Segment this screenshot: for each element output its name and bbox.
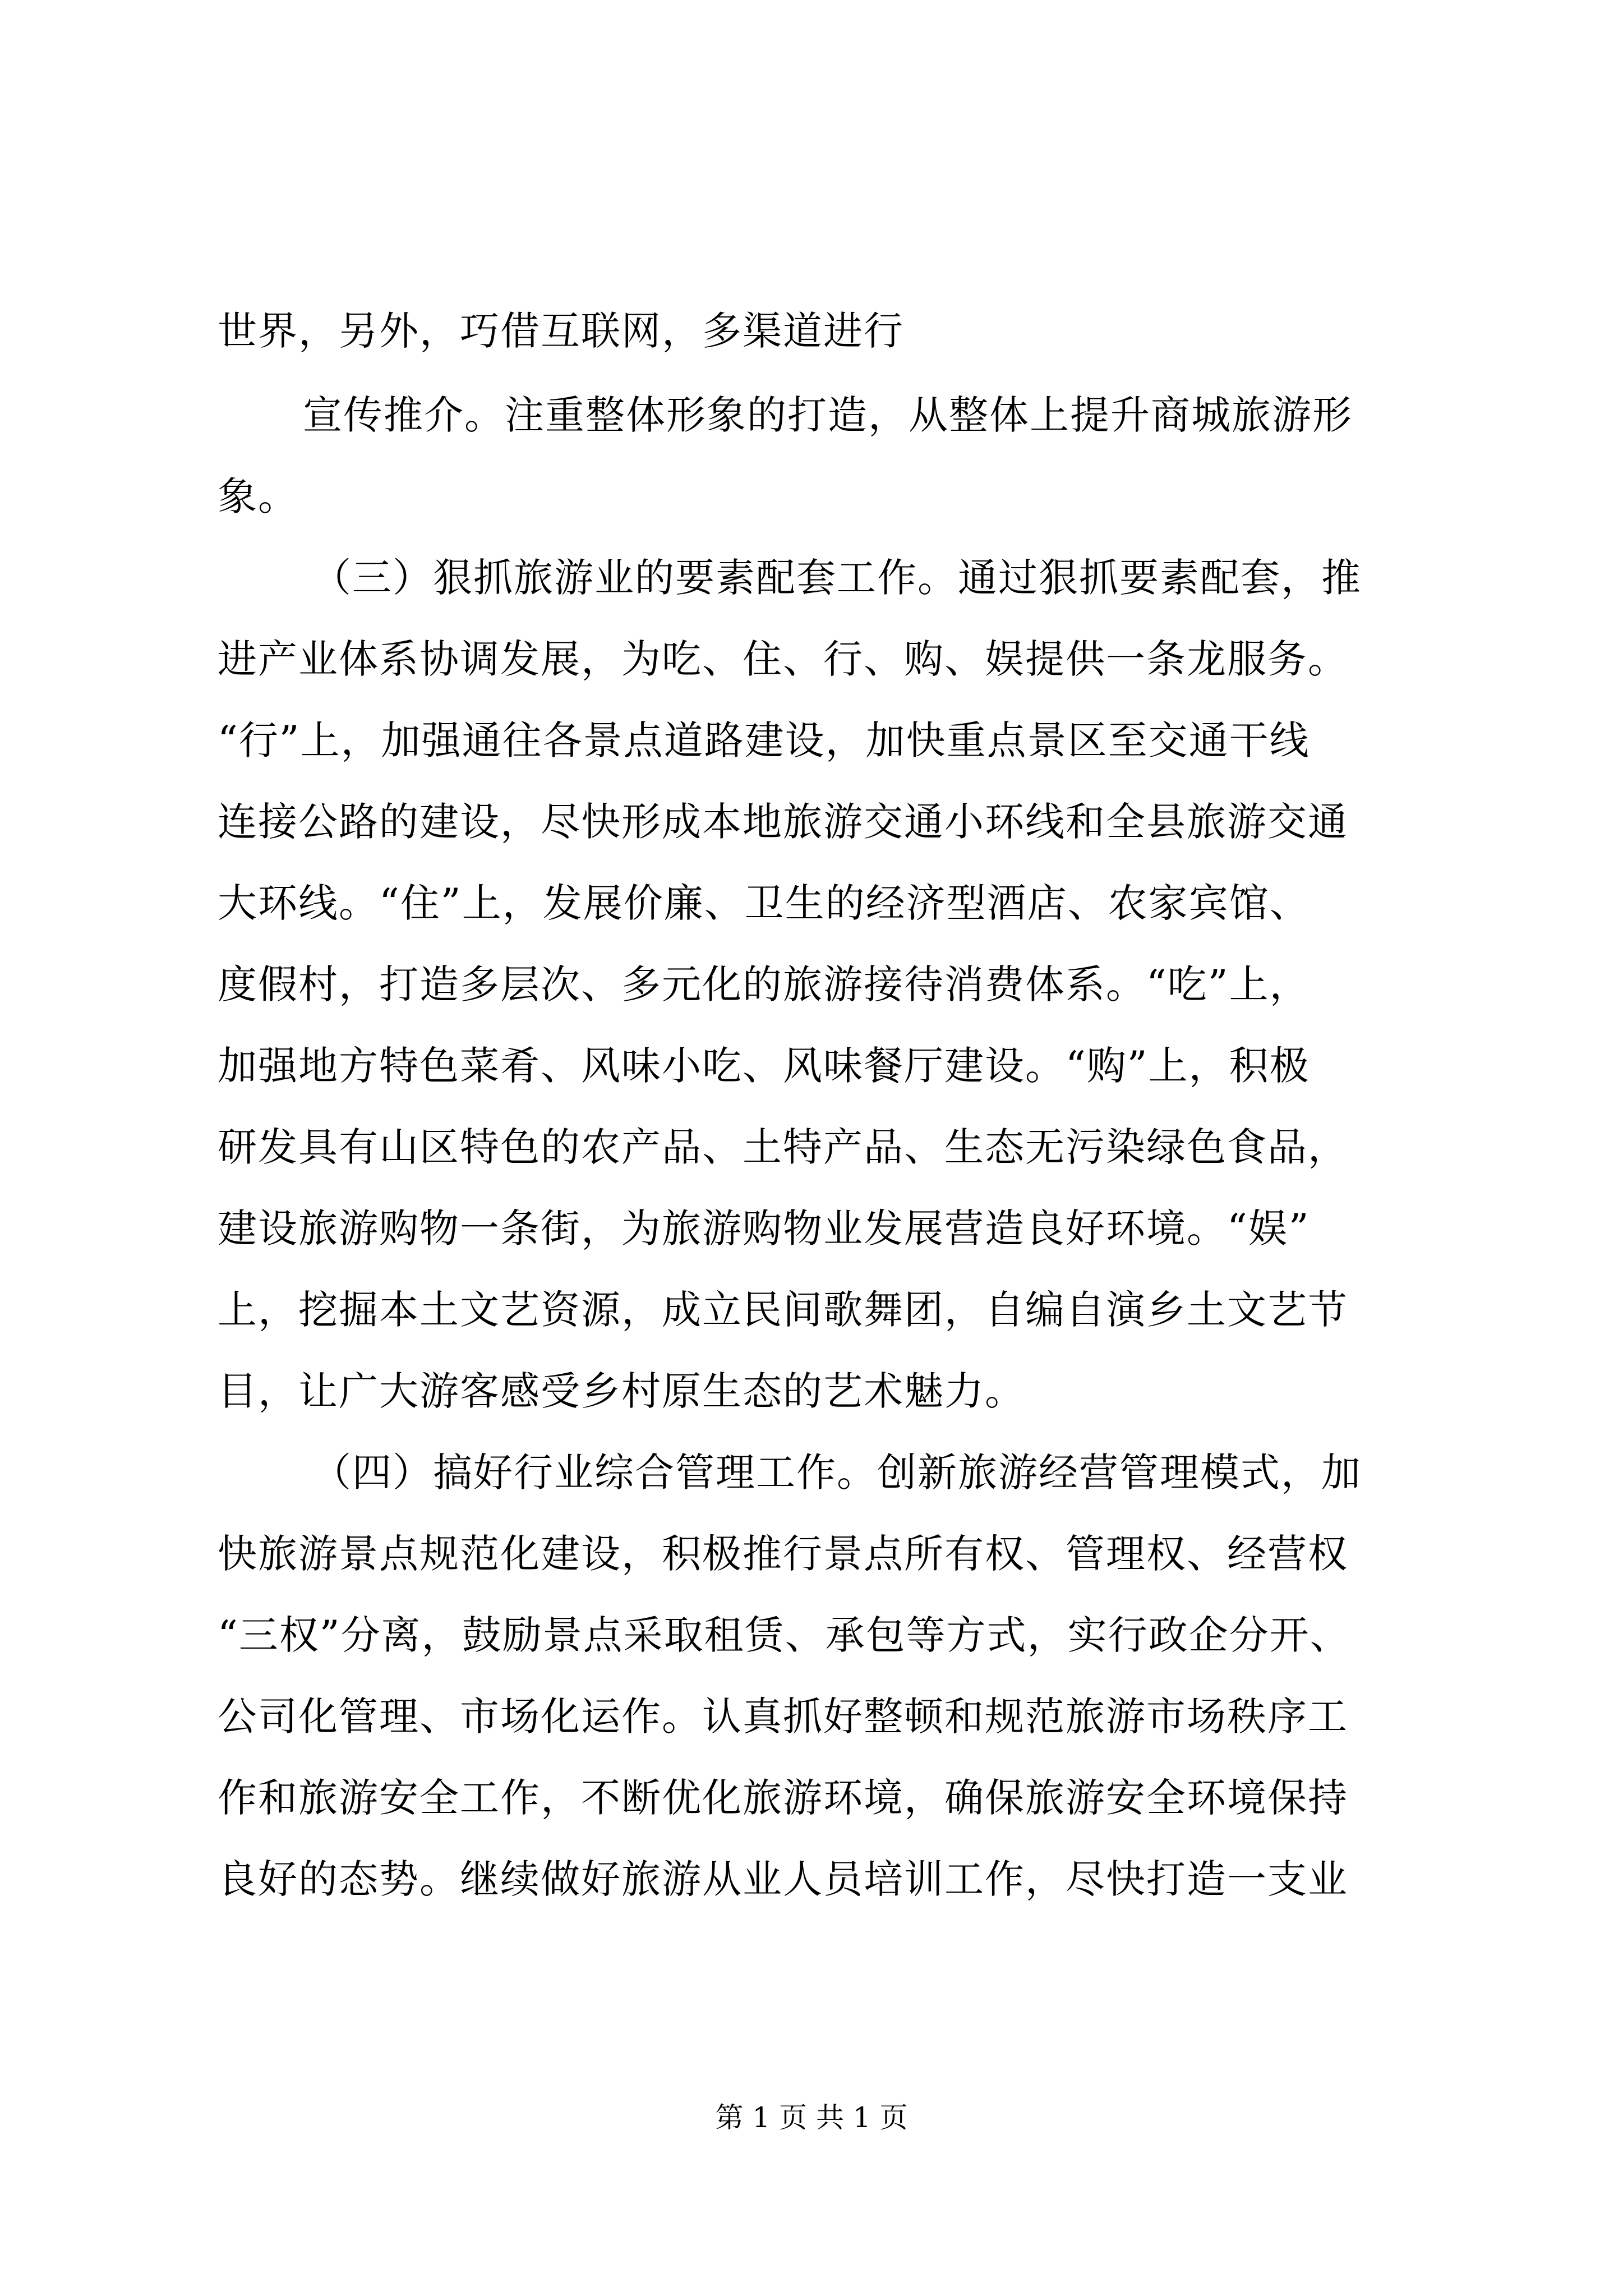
page-footer: 第 1 页 共 1 页	[715, 2101, 908, 2134]
body-line-7: 连接公路的建设，尽快形成本地旅游交通小环线和全县旅游交通	[218, 799, 1348, 845]
body-line-14: 目，让广大游客感受乡村原生态的艺术魅力。	[218, 1368, 1025, 1414]
body-line-13: 上，挖掘本土文艺资源，成立民间歌舞团，自编自演乡土文艺节	[218, 1287, 1348, 1333]
body-line-2: 宣传推介。注重整体形象的打造，从整体上提升商城旅游形	[303, 392, 1353, 438]
section-heading-3: （三）狠抓旅游业的要素配套工作。通过狠抓要素配套，推	[312, 555, 1362, 601]
body-line-18: 公司化管理、市场化运作。认真抓好整顿和规范旅游市场秩序工	[218, 1694, 1348, 1740]
body-line-9: 度假村，打造多层次、多元化的旅游接待消费体系。“吃”上，	[218, 961, 1310, 1007]
body-line-17: “三权”分离，鼓励景点采取租赁、承包等方式，实行政企分开、	[218, 1612, 1350, 1658]
body-line-11: 研发具有山区特色的农产品、土特产品、生态无污染绿色食品，	[218, 1124, 1348, 1170]
body-line-1: 世界，另外，巧借互联网，多渠道进行	[218, 308, 904, 354]
body-line-20: 良好的态势。继续做好旅游从业人员培训工作，尽快打造一支业	[218, 1856, 1348, 1902]
body-line-6: “行”上，加强通往各景点道路建设，加快重点景区至交通干线	[218, 717, 1310, 763]
body-line-16: 快旅游景点规范化建设，积极推行景点所有权、管理权、经营权	[218, 1531, 1348, 1577]
body-line-8: 大环线。“住”上，发展价廉、卫生的经济型酒店、农家宾馆、	[218, 880, 1310, 926]
body-line-3: 象。	[218, 473, 298, 519]
body-line-10: 加强地方特色菜肴、风味小吃、风味餐厅建设。“购”上，积极	[218, 1043, 1310, 1089]
section-heading-4: （四）搞好行业综合管理工作。创新旅游经营管理模式，加	[312, 1450, 1362, 1496]
body-line-5: 进产业体系协调发展，为吃、住、行、购、娱提供一条龙服务。	[218, 636, 1348, 682]
body-line-12: 建设旅游购物一条街，为旅游购物业发展营造良好环境。“娱”	[218, 1205, 1310, 1251]
body-line-19: 作和旅游安全工作，不断优化旅游环境，确保旅游安全环境保持	[218, 1775, 1348, 1821]
